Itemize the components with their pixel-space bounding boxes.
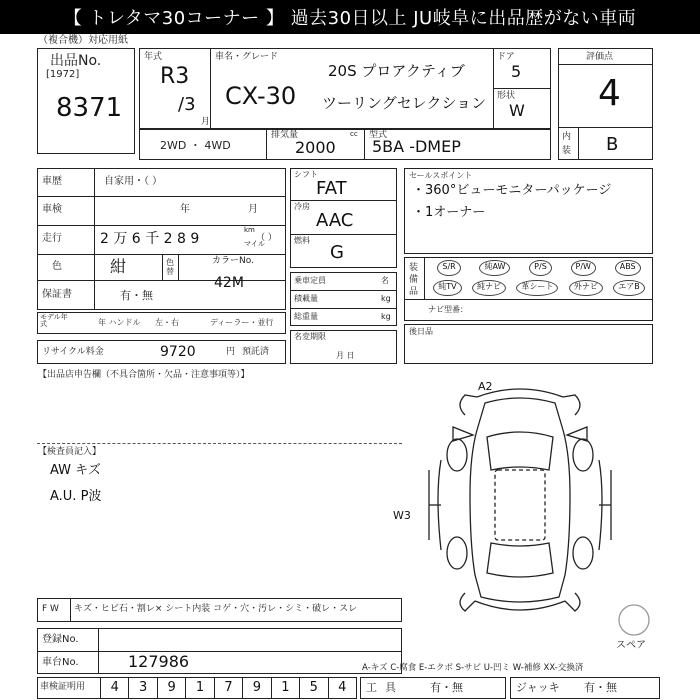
equipment-item: P/S — [529, 260, 552, 276]
year-label: 年式 — [144, 52, 163, 62]
shift-value: FAT — [316, 178, 347, 199]
cert-cell: 4 — [100, 678, 128, 698]
tools-value: 有・無 — [430, 681, 463, 694]
lot-stamp: [1972] — [46, 69, 80, 80]
tools-label: 工具 — [366, 681, 404, 694]
equipment-item: 純AW — [479, 260, 510, 276]
cert-cell: 7 — [214, 678, 242, 698]
inspector-label: 【検査員記入】 — [38, 447, 102, 457]
equipment-item: ABS — [615, 260, 641, 276]
score-label: 評価点 — [586, 52, 614, 62]
recycle-value: 9720 — [160, 344, 196, 360]
shape-value: W — [509, 101, 525, 120]
interior-value: B — [606, 134, 619, 155]
lot-label: 出品No. — [50, 53, 102, 69]
model-year-label: モデル年式 — [40, 313, 68, 328]
selling-point-2: ・1オーナー — [412, 205, 486, 220]
fw-label: F W — [42, 604, 59, 614]
navi-model-label: ナビ型番： — [428, 305, 468, 314]
cert-cell: 1 — [185, 678, 213, 698]
capacity-label: 乗車定員 — [294, 276, 326, 285]
score-value: 4 — [598, 73, 621, 114]
load-label: 積載量 — [294, 294, 318, 303]
cert-label: 車検証明用 — [40, 682, 86, 692]
shape-label: 形状 — [497, 91, 516, 101]
cert-cell: 4 — [328, 678, 356, 698]
mileage-value: 2 万 6 千 2 8 9 — [100, 231, 200, 247]
reg-no-label: 登録No. — [42, 634, 79, 645]
jack-label: ジャッキ — [516, 681, 560, 694]
damage-mark-side: W3 — [393, 509, 411, 522]
equipment-label: 装備品 — [409, 263, 419, 297]
name-change-label: 名変期限 — [294, 332, 326, 341]
cert-cell: 3 — [128, 678, 156, 698]
dealer-value: ディーラー・並行 — [210, 318, 274, 327]
color-label: 色 — [52, 261, 62, 272]
vehicle-label: 車名・グレード — [215, 52, 279, 62]
car-damage-diagram — [395, 375, 645, 615]
cert-cell: 9 — [157, 678, 185, 698]
drive-text: 2WD ・ 4WD — [160, 139, 231, 152]
fuel-label: 燃料 — [294, 236, 310, 245]
damage-legend: A-キズ C-腐食 E-エクボ S-サビ U-凹ミ W-補修 XX-交換済 — [362, 663, 584, 673]
equipment-item: P/W — [571, 260, 596, 276]
capacity-unit: 名 — [381, 276, 389, 285]
equipment-item: エアB — [613, 280, 645, 296]
aircon-value: AAC — [316, 210, 354, 231]
warranty-label: 保証書 — [42, 289, 72, 300]
doors-label: ドア — [497, 52, 515, 62]
year-month: /3 — [178, 94, 196, 115]
chassis-label: 車台No. — [42, 657, 79, 668]
equipment-item: 純TV — [433, 280, 461, 296]
equipment-row-2 — [428, 280, 650, 296]
selling-points-label: セールスポイント — [409, 171, 473, 180]
inspection-year: 年 — [180, 204, 190, 215]
chassis-value: 127986 — [128, 652, 190, 671]
color-value: 紺 — [110, 257, 127, 276]
handle-label: 年 ハンドル — [98, 318, 141, 327]
load-unit: kg — [381, 294, 391, 303]
cert-cell: 9 — [242, 678, 270, 698]
fw-text: キズ・ヒビ石・割レ× シート内装 コゲ・穴・汚レ・シミ・破レ・スレ — [74, 604, 358, 614]
cert-cells — [100, 678, 356, 698]
gross-label: 総重量 — [294, 312, 318, 321]
later-date-label: 後日品 — [409, 327, 433, 336]
doors-value: 5 — [511, 62, 522, 81]
lot-number: 8371 — [56, 93, 123, 123]
mileage-paren: （ ） — [256, 233, 277, 243]
displacement-unit: cc — [350, 130, 358, 138]
banner-title: 【 トレタマ30コーナー 】 過去30日以上 JU岐阜に出品歴がない車両 — [0, 0, 700, 34]
jack-value: 有・無 — [584, 681, 617, 694]
model-value: 5BA -DMEP — [372, 137, 461, 156]
equipment-item: S/R — [437, 260, 460, 276]
aircon-label: 冷房 — [294, 202, 310, 211]
equipment-row-1 — [428, 260, 650, 276]
recycle-unit: 円 — [226, 347, 236, 357]
form-subtitle: （複合機）対応用紙 — [38, 35, 128, 46]
year-era: R3 — [160, 64, 190, 89]
later-date-box — [404, 324, 653, 364]
history-label: 車歴 — [42, 176, 62, 187]
color-no-label: カラーNo. — [212, 256, 254, 266]
model-label: 型式 — [369, 130, 388, 140]
mileage-unit-mile: マイル — [244, 240, 265, 248]
handle-value: 左・右 — [155, 318, 179, 327]
cert-cell: 1 — [271, 678, 299, 698]
year-month-unit: 月 — [201, 117, 211, 127]
vehicle-grade-1: 20S プロアクティブ — [328, 62, 465, 80]
mileage-label: 走行 — [42, 233, 62, 244]
mileage-unit-km: km — [244, 226, 255, 234]
color-change-label: 色替 — [166, 258, 174, 276]
warranty-value: 有・無 — [120, 289, 153, 302]
damage-mark-front: A2 — [478, 380, 493, 393]
fuel-value: G — [330, 242, 344, 263]
cert-cell: 5 — [299, 678, 327, 698]
recycle-note: 預託済 — [242, 347, 270, 357]
inspector-note-1: AW キズ — [50, 463, 101, 478]
inspection-label: 車検 — [42, 204, 62, 215]
displacement-label: 排気量 — [271, 130, 299, 140]
name-change-unit: 月 日 — [336, 351, 355, 360]
equipment-item: 外ナビ — [569, 280, 603, 296]
gross-unit: kg — [381, 312, 391, 321]
inspector-note-2: A.U. P波 — [50, 489, 102, 504]
inspection-month: 月 — [248, 204, 258, 215]
seller-report-label: 【出品店申告欄（不具合箇所・欠品・注意事項等）】 — [38, 370, 250, 380]
vehicle-name: CX-30 — [225, 82, 297, 110]
color-no-value: 42M — [214, 275, 244, 291]
shift-label: シフト — [294, 170, 318, 179]
displacement-value: 2000 — [295, 138, 336, 157]
spare-label: スペア — [616, 640, 646, 651]
vehicle-grade-2: ツーリングセレクション — [322, 94, 487, 112]
recycle-label: リサイクル料金 — [42, 347, 104, 357]
equipment-item: 純ナビ — [472, 280, 506, 296]
selling-point-1: ・360°ビューモニターパッケージ — [412, 183, 612, 198]
history-value: 自家用・（ ） — [104, 176, 163, 187]
interior-label: 内装 — [562, 132, 572, 156]
equipment-item: 革シート — [516, 280, 558, 296]
